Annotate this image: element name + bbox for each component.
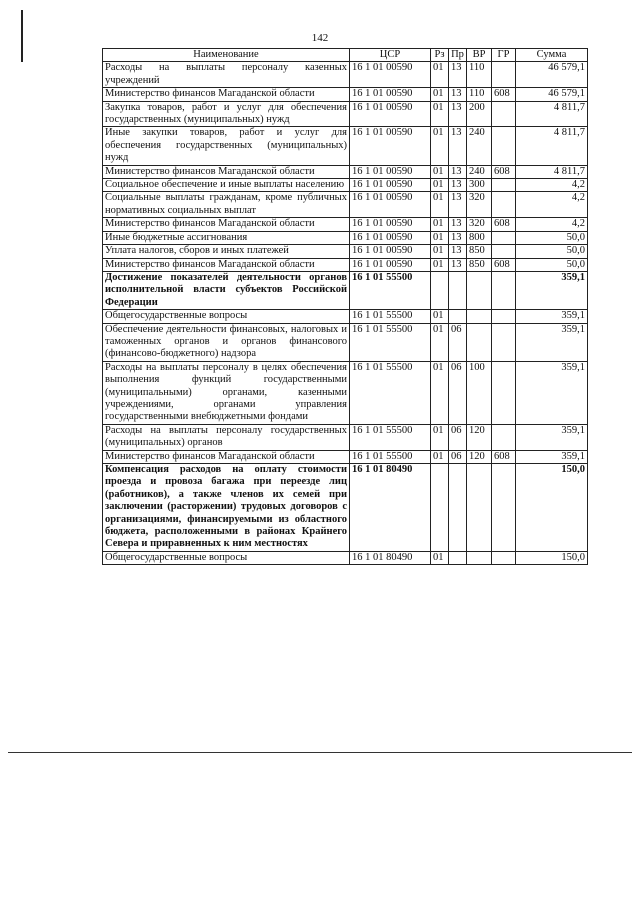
cell-name: Общегосударственные вопросы — [103, 551, 350, 564]
cell-pr: 06 — [449, 424, 467, 450]
cell-vr: 200 — [467, 101, 492, 127]
cell-csr: 16 1 01 00590 — [350, 218, 431, 231]
cell-pr: 13 — [449, 179, 467, 192]
cell-name: Общегосударственные вопросы — [103, 310, 350, 323]
cell-pr: 13 — [449, 62, 467, 88]
cell-csr: 16 1 01 55500 — [350, 271, 431, 309]
cell-csr: 16 1 01 80490 — [350, 464, 431, 552]
cell-vr — [467, 323, 492, 361]
cell-name: Министерство финансов Магаданской области — [103, 88, 350, 101]
cell-gr — [492, 231, 516, 244]
cell-sum: 50,0 — [516, 258, 588, 271]
header-pr: Пр — [449, 49, 467, 62]
table-row — [103, 179, 588, 192]
cell-vr: 240 — [467, 165, 492, 178]
cell-csr: 16 1 01 00590 — [350, 62, 431, 88]
cell-csr: 16 1 01 00590 — [350, 179, 431, 192]
cell-sum: 46 579,1 — [516, 88, 588, 101]
cell-sum: 359,1 — [516, 323, 588, 361]
cell-gr — [492, 323, 516, 361]
cell-name: Иные бюджетные ассигнования — [103, 231, 350, 244]
cell-pr: 06 — [449, 361, 467, 424]
table-row — [103, 258, 588, 271]
cell-sum: 359,1 — [516, 271, 588, 309]
cell-rz: 01 — [431, 88, 449, 101]
cell-pr: 13 — [449, 101, 467, 127]
cell-name: Социальное обеспечение и иные выплаты населению — [103, 179, 350, 192]
cell-pr: 13 — [449, 231, 467, 244]
cell-name: Министерство финансов Магаданской области — [103, 165, 350, 178]
table-row — [103, 101, 588, 127]
cell-csr: 16 1 01 00590 — [350, 231, 431, 244]
cell-pr: 06 — [449, 450, 467, 463]
cell-vr: 850 — [467, 258, 492, 271]
cell-gr — [492, 424, 516, 450]
cell-sum: 46 579,1 — [516, 62, 588, 88]
cell-rz: 01 — [431, 450, 449, 463]
cell-gr — [492, 464, 516, 552]
cell-pr: 13 — [449, 192, 467, 218]
cell-name: Достижение показателей деятельности органов исполнительной власти субъектов Российской Федерации — [103, 271, 350, 309]
cell-name: Расходы на выплаты персоналу в целях обеспечения выполнения функций государственными (муниципальными) органами, казенными учреждениями, органами управления государственными внебюджетными фондами — [103, 361, 350, 424]
table-row — [103, 310, 588, 323]
cell-vr: 800 — [467, 231, 492, 244]
cell-rz: 01 — [431, 424, 449, 450]
cell-csr: 16 1 01 55500 — [350, 424, 431, 450]
cell-name: Уплата налогов, сборов и иных платежей — [103, 245, 350, 258]
cell-rz: 01 — [431, 101, 449, 127]
table-row — [103, 165, 588, 178]
cell-vr: 120 — [467, 450, 492, 463]
cell-gr — [492, 245, 516, 258]
cell-name: Министерство финансов Магаданской области — [103, 258, 350, 271]
cell-rz: 01 — [431, 179, 449, 192]
cell-gr — [492, 271, 516, 309]
cell-vr — [467, 271, 492, 309]
cell-sum: 4 811,7 — [516, 127, 588, 165]
cell-rz: 01 — [431, 310, 449, 323]
cell-rz — [431, 464, 449, 552]
cell-vr: 110 — [467, 88, 492, 101]
cell-rz: 01 — [431, 361, 449, 424]
table-row — [103, 464, 588, 552]
cell-sum: 359,1 — [516, 450, 588, 463]
cell-gr — [492, 361, 516, 424]
cell-name: Закупка товаров, работ и услуг для обеспечения государственных (муниципальных) нужд — [103, 101, 350, 127]
cell-csr: 16 1 01 55500 — [350, 450, 431, 463]
cell-name: Министерство финансов Магаданской области — [103, 450, 350, 463]
header-sum: Сумма — [516, 49, 588, 62]
cell-name: Министерство финансов Магаданской области — [103, 218, 350, 231]
header-vr: ВР — [467, 49, 492, 62]
cell-gr: 608 — [492, 218, 516, 231]
cell-rz: 01 — [431, 62, 449, 88]
table-body — [103, 62, 588, 565]
cell-gr: 608 — [492, 165, 516, 178]
table-row — [103, 245, 588, 258]
cell-vr: 110 — [467, 62, 492, 88]
cell-sum: 4,2 — [516, 179, 588, 192]
cell-pr: 13 — [449, 165, 467, 178]
cell-rz — [431, 271, 449, 309]
cell-rz: 01 — [431, 218, 449, 231]
cell-sum: 359,1 — [516, 361, 588, 424]
cell-rz: 01 — [431, 127, 449, 165]
cell-pr — [449, 271, 467, 309]
cell-name: Компенсация расходов на оплату стоимости проезда и провоза багажа при переезде лиц (работников), а также членов их семей при заключении (расторжении) трудовых договоров с организациями, финансируемыми из областного бюджета, расположенными в районах Крайнего Севера и приравненных к ним местностях — [103, 464, 350, 552]
cell-name: Расходы на выплаты персоналу государственных (муниципальных) органов — [103, 424, 350, 450]
cell-vr: 300 — [467, 179, 492, 192]
cell-rz: 01 — [431, 231, 449, 244]
cell-gr: 608 — [492, 258, 516, 271]
cell-sum: 4 811,7 — [516, 101, 588, 127]
cell-csr: 16 1 01 00590 — [350, 101, 431, 127]
cell-sum: 4 811,7 — [516, 165, 588, 178]
cell-gr — [492, 101, 516, 127]
cell-pr: 06 — [449, 323, 467, 361]
table-row — [103, 424, 588, 450]
cell-rz: 01 — [431, 192, 449, 218]
cell-gr — [492, 179, 516, 192]
cell-gr — [492, 310, 516, 323]
cell-name: Иные закупки товаров, работ и услуг для обеспечения государственных (муниципальных) нужд — [103, 127, 350, 165]
cell-sum: 359,1 — [516, 424, 588, 450]
table-row — [103, 218, 588, 231]
table-row — [103, 192, 588, 218]
table-row — [103, 88, 588, 101]
cell-csr: 16 1 01 00590 — [350, 88, 431, 101]
cell-gr: 608 — [492, 450, 516, 463]
cell-csr: 16 1 01 00590 — [350, 245, 431, 258]
cell-vr: 100 — [467, 361, 492, 424]
cell-name: Социальные выплаты гражданам, кроме публичных нормативных социальных выплат — [103, 192, 350, 218]
cell-rz: 01 — [431, 165, 449, 178]
cell-pr — [449, 310, 467, 323]
cell-csr: 16 1 01 00590 — [350, 165, 431, 178]
table-row — [103, 323, 588, 361]
table-row — [103, 361, 588, 424]
cell-vr: 850 — [467, 245, 492, 258]
cell-sum: 50,0 — [516, 245, 588, 258]
cell-vr: 320 — [467, 218, 492, 231]
table-row — [103, 231, 588, 244]
cell-sum: 50,0 — [516, 231, 588, 244]
cell-sum: 359,1 — [516, 310, 588, 323]
cell-csr: 16 1 01 00590 — [350, 192, 431, 218]
cell-pr: 13 — [449, 127, 467, 165]
cell-csr: 16 1 01 55500 — [350, 323, 431, 361]
table-row — [103, 62, 588, 88]
cell-vr — [467, 464, 492, 552]
cell-rz: 01 — [431, 551, 449, 564]
cell-pr: 13 — [449, 218, 467, 231]
cell-gr — [492, 192, 516, 218]
cell-name: Расходы на выплаты персоналу казенных учреждений — [103, 62, 350, 88]
budget-table — [102, 48, 588, 565]
cell-vr: 120 — [467, 424, 492, 450]
cell-csr: 16 1 01 00590 — [350, 127, 431, 165]
cell-sum: 4,2 — [516, 192, 588, 218]
table-row — [103, 450, 588, 463]
header-csr: ЦСР — [350, 49, 431, 62]
cell-csr: 16 1 01 80490 — [350, 551, 431, 564]
page-divider — [8, 752, 632, 753]
cell-rz: 01 — [431, 245, 449, 258]
cell-vr — [467, 551, 492, 564]
table-row — [103, 551, 588, 564]
cell-vr: 240 — [467, 127, 492, 165]
table-header-row — [103, 49, 588, 62]
header-rz: Рз — [431, 49, 449, 62]
cell-sum: 150,0 — [516, 551, 588, 564]
table-row — [103, 127, 588, 165]
cell-csr: 16 1 01 55500 — [350, 310, 431, 323]
cell-csr: 16 1 01 55500 — [350, 361, 431, 424]
cell-csr: 16 1 01 00590 — [350, 258, 431, 271]
cell-pr — [449, 464, 467, 552]
cell-gr — [492, 551, 516, 564]
page-number: 142 — [311, 32, 329, 44]
cell-sum: 4,2 — [516, 218, 588, 231]
cell-sum: 150,0 — [516, 464, 588, 552]
cell-pr: 13 — [449, 88, 467, 101]
cell-gr — [492, 62, 516, 88]
cell-pr: 13 — [449, 258, 467, 271]
cell-vr — [467, 310, 492, 323]
cell-pr: 13 — [449, 245, 467, 258]
cell-gr — [492, 127, 516, 165]
cell-gr: 608 — [492, 88, 516, 101]
cell-rz: 01 — [431, 323, 449, 361]
header-gr: ГР — [492, 49, 516, 62]
cell-vr: 320 — [467, 192, 492, 218]
header-name: Наименование — [103, 49, 350, 62]
table-row — [103, 271, 588, 309]
cell-name: Обеспечение деятельности финансовых, налоговых и таможенных органов и органов финансового (финансово-бюджетного) надзора — [103, 323, 350, 361]
cell-pr — [449, 551, 467, 564]
cell-rz: 01 — [431, 258, 449, 271]
